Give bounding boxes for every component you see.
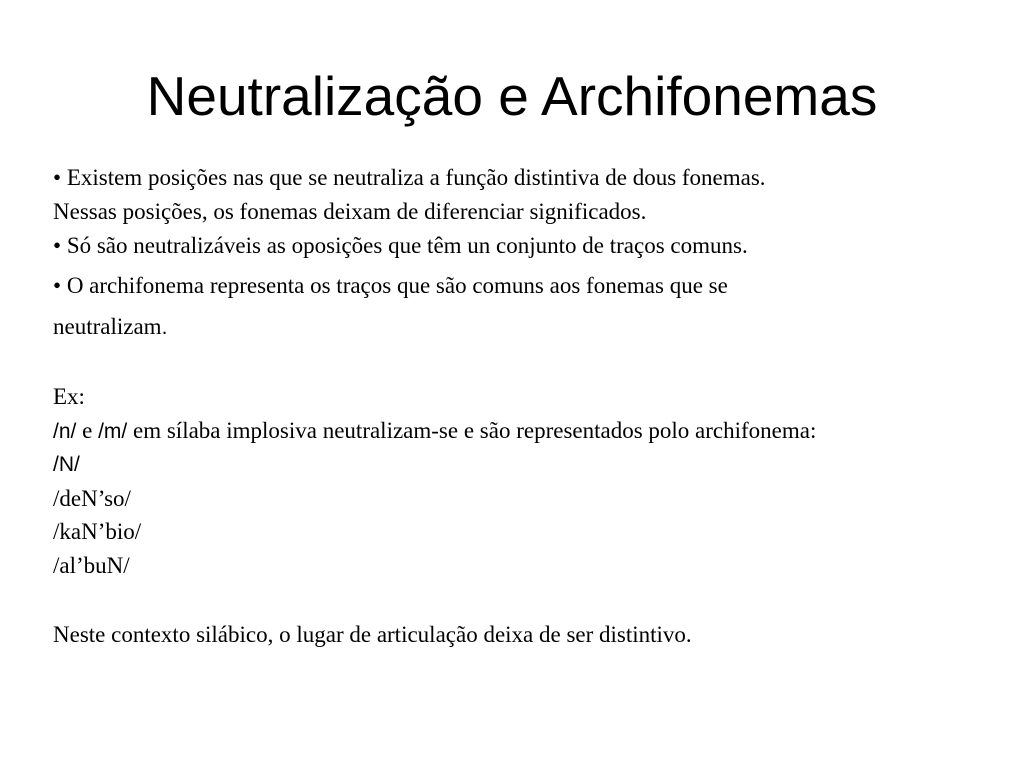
archiphoneme: /N/ [53, 453, 80, 476]
bullet-2-text: Só são neutralizáveis as oposições que têm un conjunto de traços comuns. [61, 233, 748, 258]
example-conj: e [76, 418, 99, 443]
example-sentence [53, 418, 816, 445]
phoneme-n: /n/ [53, 420, 77, 443]
bullet-1-text: Existem posições nas que se neutraliza a função distintiva de dous fonemas. [61, 165, 766, 190]
bullet-3-text: O archifonema representa os traços que são comuns aos fonemas que se [61, 273, 728, 298]
example-word-1: /deN’so/ [53, 486, 131, 511]
bullet-1-marker: • [53, 165, 62, 190]
slide-title: Neutralização e Archifonemas [146, 65, 878, 127]
bullet-3-line-1 [53, 273, 728, 299]
example-word-2: /kaN’bio/ [53, 519, 142, 544]
bullet-1-line-1 [53, 165, 766, 191]
conclusion: Neste contexto silábico, o lugar de articulação deixa de ser distintivo. [53, 622, 692, 647]
bullet-2 [53, 233, 748, 259]
bullet-1-line-2: Nessas posições, os fonemas deixam de diferenciar significados. [53, 199, 647, 224]
phoneme-m: /m/ [98, 420, 128, 443]
bullet-3-line-2-text: neutralizam [53, 314, 162, 339]
example-sentence-text: em sílaba implosiva neutralizam-se e são representados polo archifonema: [127, 418, 817, 443]
bullet-2-marker: • [53, 233, 62, 258]
example-label: Ex: [53, 384, 85, 409]
example-word-3: /al’buN/ [53, 553, 130, 578]
bullet-3-line-2-punct: . [161, 316, 168, 339]
bullet-3-marker: • [53, 273, 62, 298]
bullet-3-line-2 [53, 314, 167, 341]
